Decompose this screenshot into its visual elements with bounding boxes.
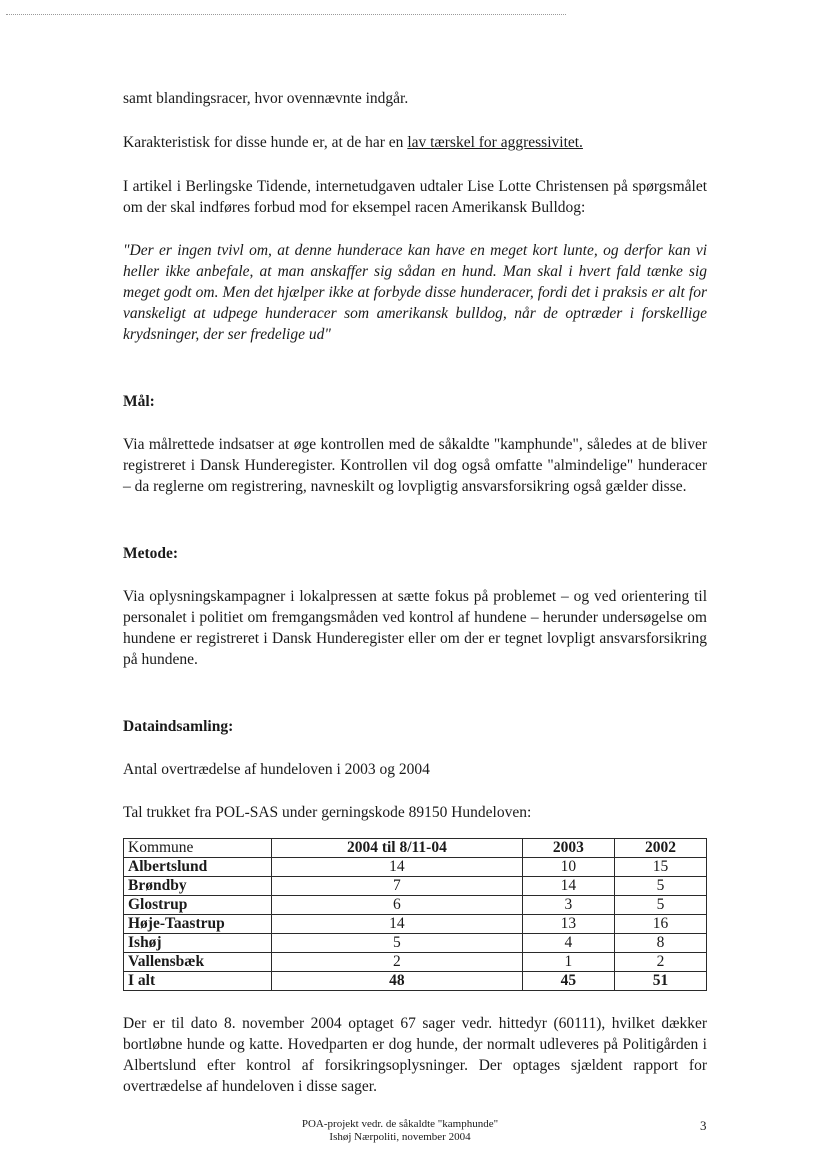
table-cell: 5 [614,896,706,915]
document-page [123,88,707,1097]
intro-line-2-text: Karakteristisk for disse hunde er, at de har en [123,134,408,151]
table-cell: 14 [272,858,523,877]
table-cell: 3 [522,896,614,915]
table-row [124,953,707,972]
table-cell: 14 [272,915,523,934]
table-header-cell: 2002 [614,839,706,858]
metode-paragraph: Via oplysningskampagner i lokalpressen at sætte fokus på problemet – og ved orientering til personalet i politiet om fremgangsmåden ved kontrol af hundene – herunder undersøgelse om hundene er registreret i Dansk Hunderegister eller om der er tegnet lovpligt ansvarsforsikring på hundene. [123,588,707,668]
table-cell: 2 [614,953,706,972]
table-cell: 14 [522,877,614,896]
intro-line-1: samt blandingsracer, hvor ovennævnte indgår. [123,90,409,107]
table-cell: 5 [272,934,523,953]
table-cell: 48 [272,972,523,991]
table-row [124,934,707,953]
table-cell: 6 [272,896,523,915]
table-cell: 45 [522,972,614,991]
metode-heading: Metode: [123,545,179,562]
footer-line-1: POA-projekt vedr. de såkaldte "kamphunde" [301,1118,499,1130]
table-header-row [124,839,707,858]
table-cell: 7 [272,877,523,896]
data-line-1: Antal overtrædelse af hundeloven i 2003 og 2004 [123,761,430,778]
scan-top-line [6,14,566,15]
table-cell: 51 [614,972,706,991]
table-header-cell: Kommune [124,839,272,858]
table-cell: 5 [614,877,706,896]
table-cell: 16 [614,915,706,934]
table-cell-kommune: Høje-Taastrup [124,915,272,934]
table-row [124,915,707,934]
table-cell: 8 [614,934,706,953]
table-cell-kommune: Ishøj [124,934,272,953]
maal-heading: Mål: [123,393,155,410]
table-cell-kommune: Albertslund [124,858,272,877]
table-cell-kommune: Glostrup [124,896,272,915]
table-row [124,896,707,915]
page-footer [240,1118,560,1144]
table-row [124,877,707,896]
data-line-2: Tal trukket fra POL-SAS under gerningskode 89150 Hundeloven: [123,804,532,821]
table-cell: 15 [614,858,706,877]
footer-line-2: Ishøj Nærpoliti, november 2004 [329,1131,471,1143]
page-number: 3 [700,1118,707,1133]
table-header-cell: 2004 til 8/11-04 [272,839,523,858]
table-cell: 2 [272,953,523,972]
intro-line-2-underlined: lav tærskel for aggressivitet. [407,134,583,151]
table-cell-kommune: I alt [124,972,272,991]
maal-paragraph: Via målrettede indsatser at øge kontrollen med de såkaldte "kamphunde", således at de bliver registreret i Dansk Hunderegister. Kontrollen vil dog også omfatte "almindelige" hunderacer – da reglerne om registrering, navneskilt og lovpligtig ansvarsforsikring også gælder disse. [123,436,707,495]
table-cell-kommune: Vallensbæk [124,953,272,972]
table-cell-kommune: Brøndby [124,877,272,896]
table-cell: 1 [522,953,614,972]
table-cell: 4 [522,934,614,953]
quote-paragraph: "Der er ingen tvivl om, at denne hunderace kan have en meget kort lunte, og derfor kan vi heller ikke anbefale, at man anskaffer sig sådan en hund. Man skal i hvert fald tænke sig meget godt om. Men det hjælper ikke at forbyde disse hunderacer, fordi det i praksis er alt for vanskeligt at udpege hunderacer som amerikansk bulldog, når de optræder i forskellige krydsninger, der ser fredelige ud" [123,242,707,343]
table-header-cell: 2003 [522,839,614,858]
table-total-row [124,972,707,991]
offence-table [123,838,707,991]
table-row [124,858,707,877]
table-cell: 13 [522,915,614,934]
intro-line-2 [123,132,707,153]
table-cell: 10 [522,858,614,877]
closing-paragraph: Der er til dato 8. november 2004 optaget 67 sager vedr. hittedyr (60111), hvilket dækker bortløbne hunde og katte. Hovedparten er dog hunde, der normalt udleveres på Politigården i Albertslund efter kontrol af forsikringsoplysninger. Der optages sjældent rapport for overtrædelse af hundeloven i disse sager. [123,1015,707,1095]
dataindsamling-heading: Dataindsamling: [123,718,234,735]
article-paragraph: I artikel i Berlingske Tidende, internetudgaven udtaler Lise Lotte Christensen på spørgsmålet om der skal indføres forbud mod for eksempel racen Amerikansk Bulldog: [123,178,707,216]
